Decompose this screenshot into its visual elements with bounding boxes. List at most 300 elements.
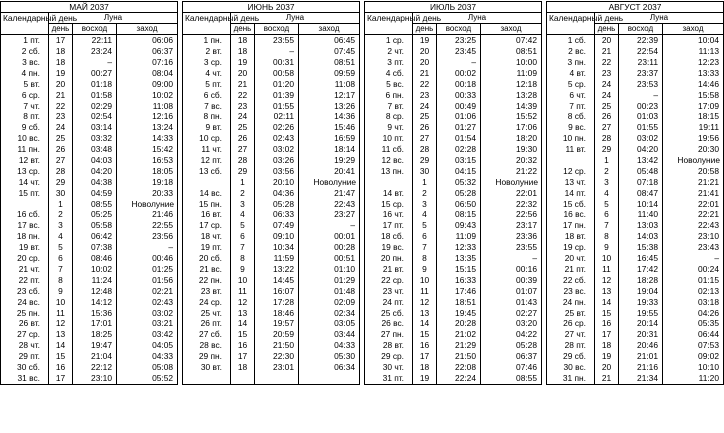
- calendar-day-header: Календарный день: [365, 13, 413, 35]
- moon-day-cell: 6: [595, 209, 619, 220]
- moon-day-cell: 28: [231, 155, 255, 166]
- moonset-cell: 06:34: [299, 362, 360, 373]
- table-row: [365, 285, 542, 296]
- moonset-cell: Новолуние: [663, 155, 724, 166]
- calendar-day-cell: 15 пн.: [183, 198, 231, 209]
- moon-header: Луна: [49, 13, 178, 24]
- moon-day-cell: 8: [595, 231, 619, 242]
- table-row: [183, 177, 360, 188]
- moonset-cell: 10:00: [481, 57, 542, 68]
- moonset-cell: 17:06: [481, 122, 542, 133]
- moonrise-cell: 03:48: [73, 144, 117, 155]
- moonrise-cell: 20:28: [437, 318, 481, 329]
- moonrise-cell: 13:22: [255, 264, 299, 275]
- moonrise-cell: 21:50: [437, 351, 481, 362]
- moonrise-cell: –: [255, 46, 299, 57]
- calendar-day-cell: 29 пн.: [183, 351, 231, 362]
- month-title: ИЮЛЬ 2037: [365, 2, 542, 13]
- table-row: [365, 242, 542, 253]
- calendar-day-cell: 17 пн.: [547, 220, 595, 231]
- calendar-day-cell: 9 сб.: [1, 122, 49, 133]
- moonset-cell: 23:36: [481, 231, 542, 242]
- calendar-day-cell: 15 ср.: [365, 198, 413, 209]
- table-row: [547, 351, 724, 362]
- moon-day-cell: 8: [49, 275, 73, 286]
- moon-day-cell: 26: [231, 133, 255, 144]
- moonset-cell: 12:18: [481, 79, 542, 90]
- calendar-day-cell: 16 сб.: [1, 209, 49, 220]
- calendar-day-cell: 7 вт.: [365, 100, 413, 111]
- calendar-day-cell: 23 сб.: [1, 285, 49, 296]
- table-row: [365, 57, 542, 68]
- moon-day-cell: 25: [595, 100, 619, 111]
- moonrise-cell: 00:31: [255, 57, 299, 68]
- table-row: [1, 187, 178, 198]
- table-row: [547, 318, 724, 329]
- table-row: [547, 253, 724, 264]
- table-row: [365, 111, 542, 122]
- table-row: [183, 89, 360, 100]
- moon-day-cell: 18: [49, 57, 73, 68]
- table-row: [547, 177, 724, 188]
- calendar-day-cell: 19 вт.: [1, 242, 49, 253]
- moonset-cell: 04:33: [299, 340, 360, 351]
- table-row: [365, 231, 542, 242]
- table-row: [547, 100, 724, 111]
- moonset-cell: 01:15: [663, 275, 724, 286]
- moonset-cell: 14:33: [117, 133, 178, 144]
- calendar-day-cell: [1, 198, 49, 209]
- moonrise-cell: 19:04: [619, 285, 663, 296]
- moonset-cell: 04:05: [117, 340, 178, 351]
- moon-day-cell: 19: [595, 351, 619, 362]
- moonrise-cell: 05:28: [437, 187, 481, 198]
- table-row: [547, 285, 724, 296]
- calendar-day-cell: 13 чт.: [547, 177, 595, 188]
- calendar-day-cell: 22 пт.: [1, 275, 49, 286]
- calendar-day-cell: [183, 373, 231, 384]
- calendar-day-cell: 20 сб.: [183, 253, 231, 264]
- moonset-cell: 18:14: [299, 144, 360, 155]
- table-row: [183, 46, 360, 57]
- table-row: [1, 79, 178, 90]
- table-row: [365, 35, 542, 46]
- moonset-cell: 07:46: [481, 362, 542, 373]
- calendar-day-cell: 30 сб.: [1, 362, 49, 373]
- table-row: [365, 307, 542, 318]
- calendar-day-cell: 9 вс.: [547, 122, 595, 133]
- moon-day-cell: [231, 373, 255, 384]
- rise-header: восход: [255, 24, 299, 35]
- table-row: [547, 89, 724, 100]
- table-row: [547, 166, 724, 177]
- moon-day-cell: 15: [413, 329, 437, 340]
- moon-day-cell: 7: [231, 242, 255, 253]
- moonrise-cell: 21:29: [437, 340, 481, 351]
- moon-day-cell: 20: [413, 46, 437, 57]
- moonset-cell: 06:45: [299, 35, 360, 46]
- moonrise-cell: 22:30: [255, 351, 299, 362]
- moon-day-cell: 19: [413, 373, 437, 384]
- moonset-cell: 22:55: [117, 220, 178, 231]
- moonset-cell: 14:36: [299, 111, 360, 122]
- calendar-day-cell: 2 сб.: [1, 46, 49, 57]
- moonrise-cell: 19:33: [619, 296, 663, 307]
- calendar-day-cell: 30 чт.: [365, 362, 413, 373]
- moon-day-cell: 20: [413, 57, 437, 68]
- moon-day-cell: 18: [413, 362, 437, 373]
- table-row: [365, 362, 542, 373]
- moonrise-cell: 03:02: [619, 133, 663, 144]
- moonrise-cell: 07:38: [73, 242, 117, 253]
- table-row: [547, 35, 724, 46]
- table-row: [183, 209, 360, 220]
- moonrise-cell: 22:39: [619, 35, 663, 46]
- calendar-day-cell: 15 сб.: [547, 198, 595, 209]
- moon-day-cell: 24: [595, 79, 619, 90]
- table-row: [183, 242, 360, 253]
- calendar-day-cell: 29 сб.: [547, 351, 595, 362]
- calendar-day-cell: 8 сб.: [547, 111, 595, 122]
- moon-day-cell: 23: [595, 68, 619, 79]
- calendar-day-cell: 27 ср.: [1, 329, 49, 340]
- table-row: [1, 220, 178, 231]
- table-row: [365, 187, 542, 198]
- moonrise-cell: 21:34: [619, 373, 663, 384]
- table-row: [1, 285, 178, 296]
- table-row: [183, 351, 360, 362]
- moonrise-cell: 11:59: [255, 253, 299, 264]
- moonset-cell: 01:29: [299, 275, 360, 286]
- moon-day-cell: 21: [595, 373, 619, 384]
- moonrise-cell: 01:20: [255, 79, 299, 90]
- moonrise-cell: 06:33: [255, 209, 299, 220]
- table-row: [1, 329, 178, 340]
- month-table: [364, 1, 542, 385]
- moon-day-cell: 3: [413, 198, 437, 209]
- moonset-cell: 19:56: [663, 133, 724, 144]
- calendar-day-cell: 4 сб.: [365, 68, 413, 79]
- moonrise-cell: –: [619, 89, 663, 100]
- rise-header: восход: [73, 24, 117, 35]
- table-row: [365, 318, 542, 329]
- moon-day-cell: 10: [49, 296, 73, 307]
- moonrise-cell: 20:10: [255, 177, 299, 188]
- set-header: заход: [117, 24, 178, 35]
- table-row: [547, 155, 724, 166]
- moonset-cell: 19:11: [663, 122, 724, 133]
- table-row: [547, 242, 724, 253]
- moon-day-cell: 24: [231, 111, 255, 122]
- day-header: день: [413, 24, 437, 35]
- day-header: день: [595, 24, 619, 35]
- moon-day-cell: 11: [413, 285, 437, 296]
- moonrise-cell: 13:35: [437, 253, 481, 264]
- month-title: АВГУСТ 2037: [547, 2, 724, 13]
- moonrise-cell: 05:58: [73, 220, 117, 231]
- moon-day-cell: 21: [413, 68, 437, 79]
- moonset-cell: 20:30: [663, 144, 724, 155]
- moonrise-cell: 12:48: [73, 285, 117, 296]
- table-row: [547, 198, 724, 209]
- moonrise-cell: 04:20: [619, 144, 663, 155]
- moonrise-cell: 21:01: [619, 351, 663, 362]
- moonrise-cell: 21:50: [255, 340, 299, 351]
- moon-day-cell: 12: [231, 296, 255, 307]
- moonrise-cell: 04:20: [73, 166, 117, 177]
- table-row: [547, 79, 724, 90]
- moonrise-cell: 15:36: [73, 307, 117, 318]
- moon-day-cell: 11: [595, 264, 619, 275]
- moonset-cell: 22:21: [663, 209, 724, 220]
- moonset-cell: 08:04: [117, 68, 178, 79]
- moonset-cell: 13:24: [117, 122, 178, 133]
- moonset-cell: 06:44: [663, 329, 724, 340]
- moonrise-cell: 21:02: [437, 329, 481, 340]
- moon-day-cell: 2: [49, 209, 73, 220]
- moonrise-cell: [255, 373, 299, 384]
- moon-day-cell: 6: [413, 231, 437, 242]
- moon-day-cell: 15: [49, 351, 73, 362]
- moon-day-cell: 5: [595, 198, 619, 209]
- table-row: [365, 89, 542, 100]
- moonset-cell: 11:08: [299, 79, 360, 90]
- calendar-day-cell: [183, 177, 231, 188]
- table-row: [365, 177, 542, 188]
- calendar-day-cell: 28 чт.: [1, 340, 49, 351]
- moonset-cell: 20:41: [299, 166, 360, 177]
- calendar-day-cell: 23 чт.: [365, 285, 413, 296]
- table-row: [1, 57, 178, 68]
- moonrise-cell: 14:12: [73, 296, 117, 307]
- moonrise-cell: 23:10: [73, 373, 117, 384]
- moon-day-cell: 29: [595, 144, 619, 155]
- table-row: [1, 275, 178, 286]
- calendar-day-cell: 31 пн.: [547, 373, 595, 384]
- moon-day-cell: 7: [49, 264, 73, 275]
- table-row: [183, 307, 360, 318]
- table-row: [183, 133, 360, 144]
- calendar-day-cell: 4 пн.: [1, 68, 49, 79]
- calendar-day-cell: 19 вс.: [365, 242, 413, 253]
- moon-day-cell: 22: [231, 89, 255, 100]
- moonrise-cell: 23:24: [73, 46, 117, 57]
- moon-day-cell: 20: [231, 68, 255, 79]
- moon-header: Луна: [595, 13, 724, 24]
- moonset-cell: 21:21: [663, 177, 724, 188]
- moon-day-cell: 9: [231, 264, 255, 275]
- moonset-cell: 10:04: [663, 35, 724, 46]
- moonset-cell: 02:34: [299, 307, 360, 318]
- table-row: [183, 296, 360, 307]
- moonset-cell: 12:16: [117, 111, 178, 122]
- moonset-cell: 00:28: [299, 242, 360, 253]
- table-row: [547, 373, 724, 384]
- moon-day-cell: 17: [231, 351, 255, 362]
- moon-day-cell: 19: [413, 35, 437, 46]
- moonset-cell: 23:55: [481, 242, 542, 253]
- calendar-day-cell: 7 пт.: [547, 100, 595, 111]
- calendar-day-cell: 26 вс.: [365, 318, 413, 329]
- moon-day-cell: 6: [231, 231, 255, 242]
- moon-day-cell: 27: [595, 122, 619, 133]
- calendar-day-header: Календарный день: [1, 13, 49, 35]
- moon-day-cell: 12: [413, 296, 437, 307]
- moonset-cell: 14:46: [663, 79, 724, 90]
- calendar-day-cell: 31 вс.: [1, 373, 49, 384]
- moonrise-cell: 19:57: [255, 318, 299, 329]
- month-table: [182, 1, 360, 385]
- moonset-cell: 09:00: [117, 79, 178, 90]
- calendar-day-cell: 16 вс.: [547, 209, 595, 220]
- moon-day-cell: 22: [49, 100, 73, 111]
- moon-day-cell: 5: [413, 220, 437, 231]
- table-row: [183, 285, 360, 296]
- moon-day-cell: 18: [231, 35, 255, 46]
- moonrise-cell: 21:04: [73, 351, 117, 362]
- calendar-day-cell: 1 сб.: [547, 35, 595, 46]
- table-row: [547, 144, 724, 155]
- moonrise-cell: 01:55: [619, 122, 663, 133]
- moonrise-cell: 12:33: [437, 242, 481, 253]
- calendar-day-cell: 28 вс.: [183, 340, 231, 351]
- calendar-day-cell: 12 вт.: [1, 155, 49, 166]
- moon-day-cell: 20: [595, 35, 619, 46]
- calendar-day-cell: 17 пт.: [365, 220, 413, 231]
- table-row: [547, 68, 724, 79]
- moonrise-cell: 00:33: [437, 89, 481, 100]
- calendar-day-cell: 16 чт.: [365, 209, 413, 220]
- moon-day-cell: 5: [231, 220, 255, 231]
- moonset-cell: –: [481, 253, 542, 264]
- moonrise-cell: 04:03: [73, 155, 117, 166]
- calendar-day-cell: 8 пт.: [1, 111, 49, 122]
- moonrise-cell: 07:18: [619, 177, 663, 188]
- moonset-cell: 16:53: [117, 155, 178, 166]
- table-row: [1, 89, 178, 100]
- calendar-day-cell: 27 сб.: [183, 329, 231, 340]
- moonrise-cell: 02:29: [73, 100, 117, 111]
- table-row: [1, 144, 178, 155]
- moon-day-cell: 18: [231, 46, 255, 57]
- moonset-cell: 08:51: [481, 46, 542, 57]
- table-row: [183, 155, 360, 166]
- moonrise-cell: 04:59: [73, 187, 117, 198]
- moonset-cell: 03:18: [663, 296, 724, 307]
- table-row: [365, 264, 542, 275]
- moon-day-cell: 21: [49, 89, 73, 100]
- moon-day-cell: 15: [595, 307, 619, 318]
- moonrise-cell: 01:55: [255, 100, 299, 111]
- moon-day-cell: 29: [231, 166, 255, 177]
- moon-day-cell: 14: [231, 318, 255, 329]
- moonrise-cell: 20:59: [255, 329, 299, 340]
- moonrise-cell: 14:03: [619, 231, 663, 242]
- set-header: заход: [481, 24, 542, 35]
- table-row: [1, 68, 178, 79]
- calendar-day-header: Календарный день: [547, 13, 595, 35]
- moonrise-cell: 11:09: [437, 231, 481, 242]
- moon-day-cell: 15: [231, 329, 255, 340]
- calendar-day-cell: 30 вт.: [183, 362, 231, 373]
- moonrise-cell: 03:02: [255, 144, 299, 155]
- calendar-day-cell: 26 вт.: [1, 318, 49, 329]
- moon-day-cell: 2: [413, 187, 437, 198]
- moonrise-cell: 02:54: [73, 111, 117, 122]
- moon-day-cell: 8: [231, 253, 255, 264]
- moonset-cell: 21:46: [117, 209, 178, 220]
- moon-day-cell: 1: [595, 155, 619, 166]
- moonset-cell: 04:22: [481, 329, 542, 340]
- calendar-day-cell: 25 пн.: [1, 307, 49, 318]
- table-row: [1, 111, 178, 122]
- moon-day-cell: 10: [413, 275, 437, 286]
- table-row: [1, 100, 178, 111]
- calendar-day-cell: 27 пн.: [365, 329, 413, 340]
- moonset-cell: 13:26: [299, 100, 360, 111]
- moonset-cell: 00:01: [299, 231, 360, 242]
- moon-day-cell: 18: [49, 46, 73, 57]
- moonrise-cell: 22:08: [437, 362, 481, 373]
- table-row: [1, 155, 178, 166]
- moonset-cell: 00:46: [117, 253, 178, 264]
- moonset-cell: 15:52: [481, 111, 542, 122]
- calendar-day-cell: 31 пт.: [365, 373, 413, 384]
- moonset-cell: 12:17: [299, 89, 360, 100]
- moonset-cell: 03:20: [481, 318, 542, 329]
- moon-header: Луна: [231, 13, 360, 24]
- calendar-day-cell: 23 вт.: [183, 285, 231, 296]
- moonrise-cell: 01:58: [73, 89, 117, 100]
- day-header: день: [49, 24, 73, 35]
- table-row: [1, 122, 178, 133]
- moon-day-cell: 13: [595, 285, 619, 296]
- moonrise-cell: 07:49: [255, 220, 299, 231]
- calendar-day-cell: 4 чт.: [183, 68, 231, 79]
- moonrise-cell: 16:07: [255, 285, 299, 296]
- moonrise-cell: 02:28: [437, 144, 481, 155]
- calendar-day-cell: 11 вт.: [547, 144, 595, 155]
- moon-day-cell: 19: [231, 57, 255, 68]
- moonrise-cell: 17:28: [255, 296, 299, 307]
- moonrise-cell: 15:38: [619, 242, 663, 253]
- moonrise-cell: 23:25: [437, 35, 481, 46]
- moonset-cell: 22:01: [481, 187, 542, 198]
- moonrise-cell: 23:01: [255, 362, 299, 373]
- moon-day-cell: 1: [231, 177, 255, 188]
- moonset-cell: 23:17: [481, 220, 542, 231]
- moonrise-cell: 23:37: [619, 68, 663, 79]
- calendar-day-cell: 8 пн.: [183, 111, 231, 122]
- moonset-cell: Новолуние: [481, 177, 542, 188]
- calendar-day-cell: 24 ср.: [183, 296, 231, 307]
- moonset-cell: 07:45: [299, 46, 360, 57]
- moonrise-cell: 10:34: [255, 242, 299, 253]
- table-row: [1, 362, 178, 373]
- moon-header: Луна: [413, 13, 542, 24]
- calendar-day-cell: 1 ср.: [365, 35, 413, 46]
- moonset-cell: 03:44: [299, 329, 360, 340]
- moonset-cell: 18:15: [663, 111, 724, 122]
- moon-day-cell: 7: [413, 242, 437, 253]
- moonset-cell: 20:58: [663, 166, 724, 177]
- moonset-cell: 04:33: [117, 351, 178, 362]
- table-row: [1, 177, 178, 188]
- moonset-cell: 15:46: [299, 122, 360, 133]
- moonrise-cell: 21:16: [619, 362, 663, 373]
- moon-day-cell: 24: [49, 122, 73, 133]
- moon-day-cell: 4: [595, 187, 619, 198]
